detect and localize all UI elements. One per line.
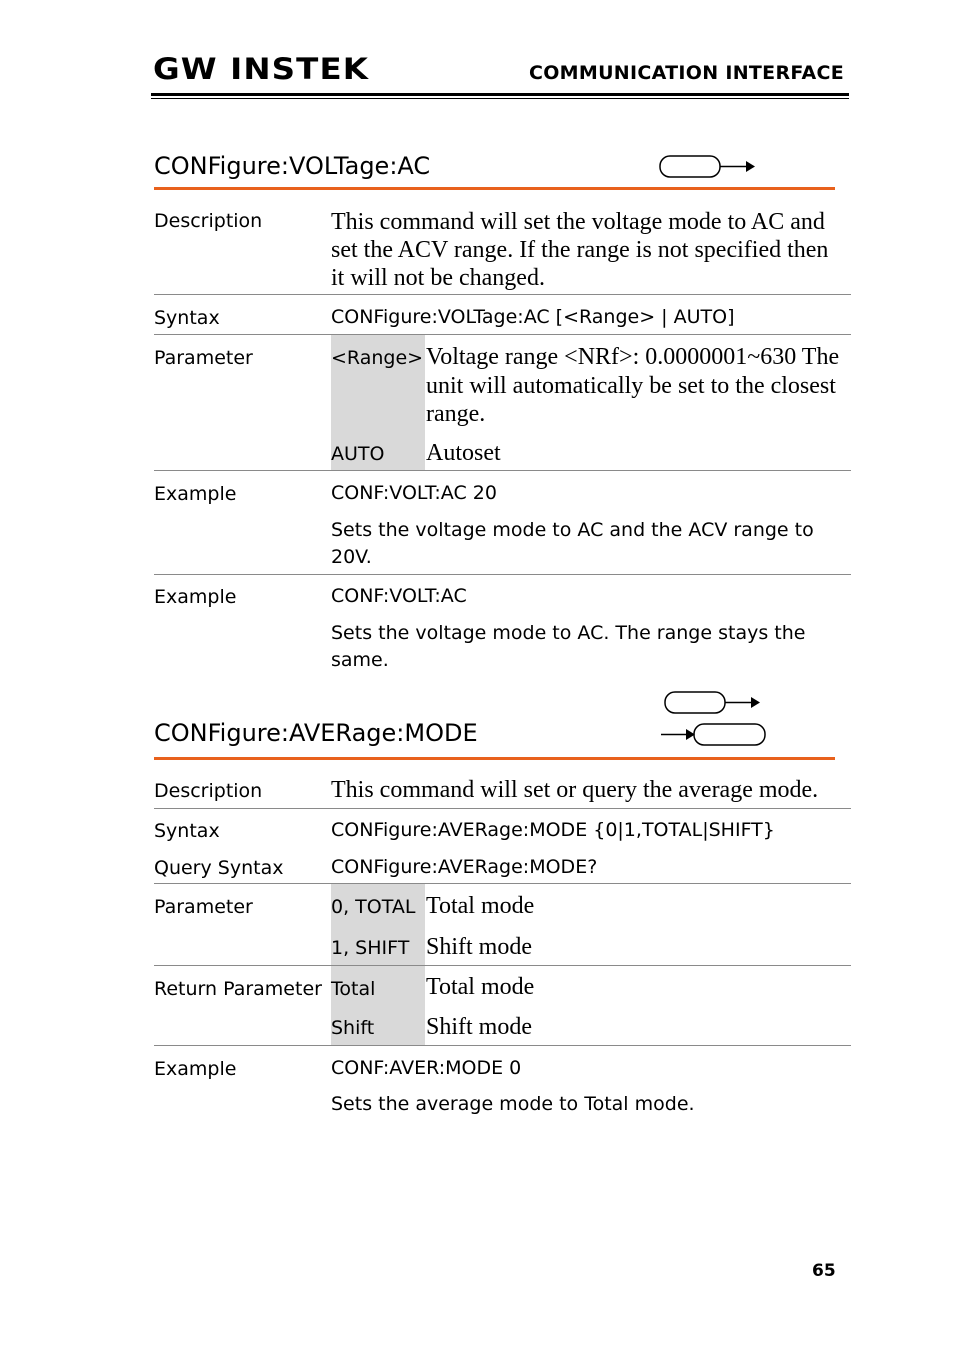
query-syntax-label: Query Syntax: [154, 857, 284, 879]
row-divider: [154, 334, 851, 335]
section-title-average-mode: CONFigure:AVERage:MODE: [154, 719, 478, 747]
example-text: Sets the voltage mode to AC and the ACV range to 20V.: [331, 519, 814, 568]
example-text: Sets the voltage mode to AC. The range stays the same.: [331, 622, 806, 671]
row-divider: [154, 883, 851, 884]
return-desc: Shift mode: [426, 1014, 532, 1040]
section-rule: [154, 757, 835, 760]
row-divider: [154, 808, 851, 809]
header-rule-thin: [151, 98, 849, 99]
parameter-label: Parameter: [154, 347, 253, 369]
query-syntax-text: CONFigure:AVERage:MODE?: [331, 856, 598, 878]
row-divider: [154, 1045, 851, 1046]
syntax-text: CONFigure:VOLTage:AC [<Range> | AUTO]: [331, 306, 735, 328]
description-text: This command will set or query the average mode.: [331, 777, 819, 803]
description-text: This command will set the voltage mode to AC and set the ACV range. If the range is not specified then it will not be changed.: [331, 209, 829, 291]
example-text: Sets the average mode to Total mode.: [331, 1093, 695, 1115]
example-code: CONF:AVER:MODE 0: [331, 1057, 522, 1079]
return-desc: Total mode: [426, 974, 535, 1000]
parameter-label: Parameter: [154, 896, 253, 918]
brand-logo: GW INSTEK: [153, 52, 370, 86]
param-name: AUTO: [331, 443, 385, 465]
param-name: <Range>: [331, 347, 424, 369]
param-desc: Shift mode: [426, 934, 532, 960]
description-label: Description: [154, 780, 263, 802]
return-name: Shift: [331, 1017, 375, 1039]
param-desc: Autoset: [426, 440, 501, 466]
param-name: 0, TOTAL: [331, 896, 416, 918]
query-command-icon: [659, 722, 769, 748]
param-name: 1, SHIFT: [331, 937, 410, 959]
header-rule: [151, 93, 849, 96]
row-divider: [154, 470, 851, 471]
param-desc: Total mode: [426, 893, 535, 919]
syntax-label: Syntax: [154, 307, 220, 329]
syntax-text: CONFigure:AVERage:MODE {0|1,TOTAL|SHIFT}: [331, 819, 775, 841]
example-label: Example: [154, 586, 237, 608]
set-command-icon: [663, 690, 763, 716]
row-divider: [154, 574, 851, 575]
example-code: CONF:VOLT:AC 20: [331, 482, 497, 504]
row-divider: [154, 294, 851, 295]
row-divider: [154, 965, 851, 966]
section-rule: [154, 187, 835, 190]
param-desc: Voltage range <NRf>: 0.0000001~630 The unit will automatically be set to the closest range.: [426, 344, 840, 427]
return-name: Total: [331, 978, 376, 1000]
section-title-voltage-ac: CONFigure:VOLTage:AC: [154, 152, 431, 180]
description-label: Description: [154, 210, 263, 232]
syntax-label: Syntax: [154, 820, 220, 842]
page-number: 65: [812, 1261, 836, 1281]
example-code: CONF:VOLT:AC: [331, 585, 467, 607]
example-label: Example: [154, 483, 237, 505]
return-parameter-label: Return Parameter: [154, 978, 322, 1000]
chapter-title: COMMUNICATION INTERFACE: [528, 62, 844, 84]
example-label: Example: [154, 1058, 237, 1080]
set-command-icon: [658, 154, 758, 180]
